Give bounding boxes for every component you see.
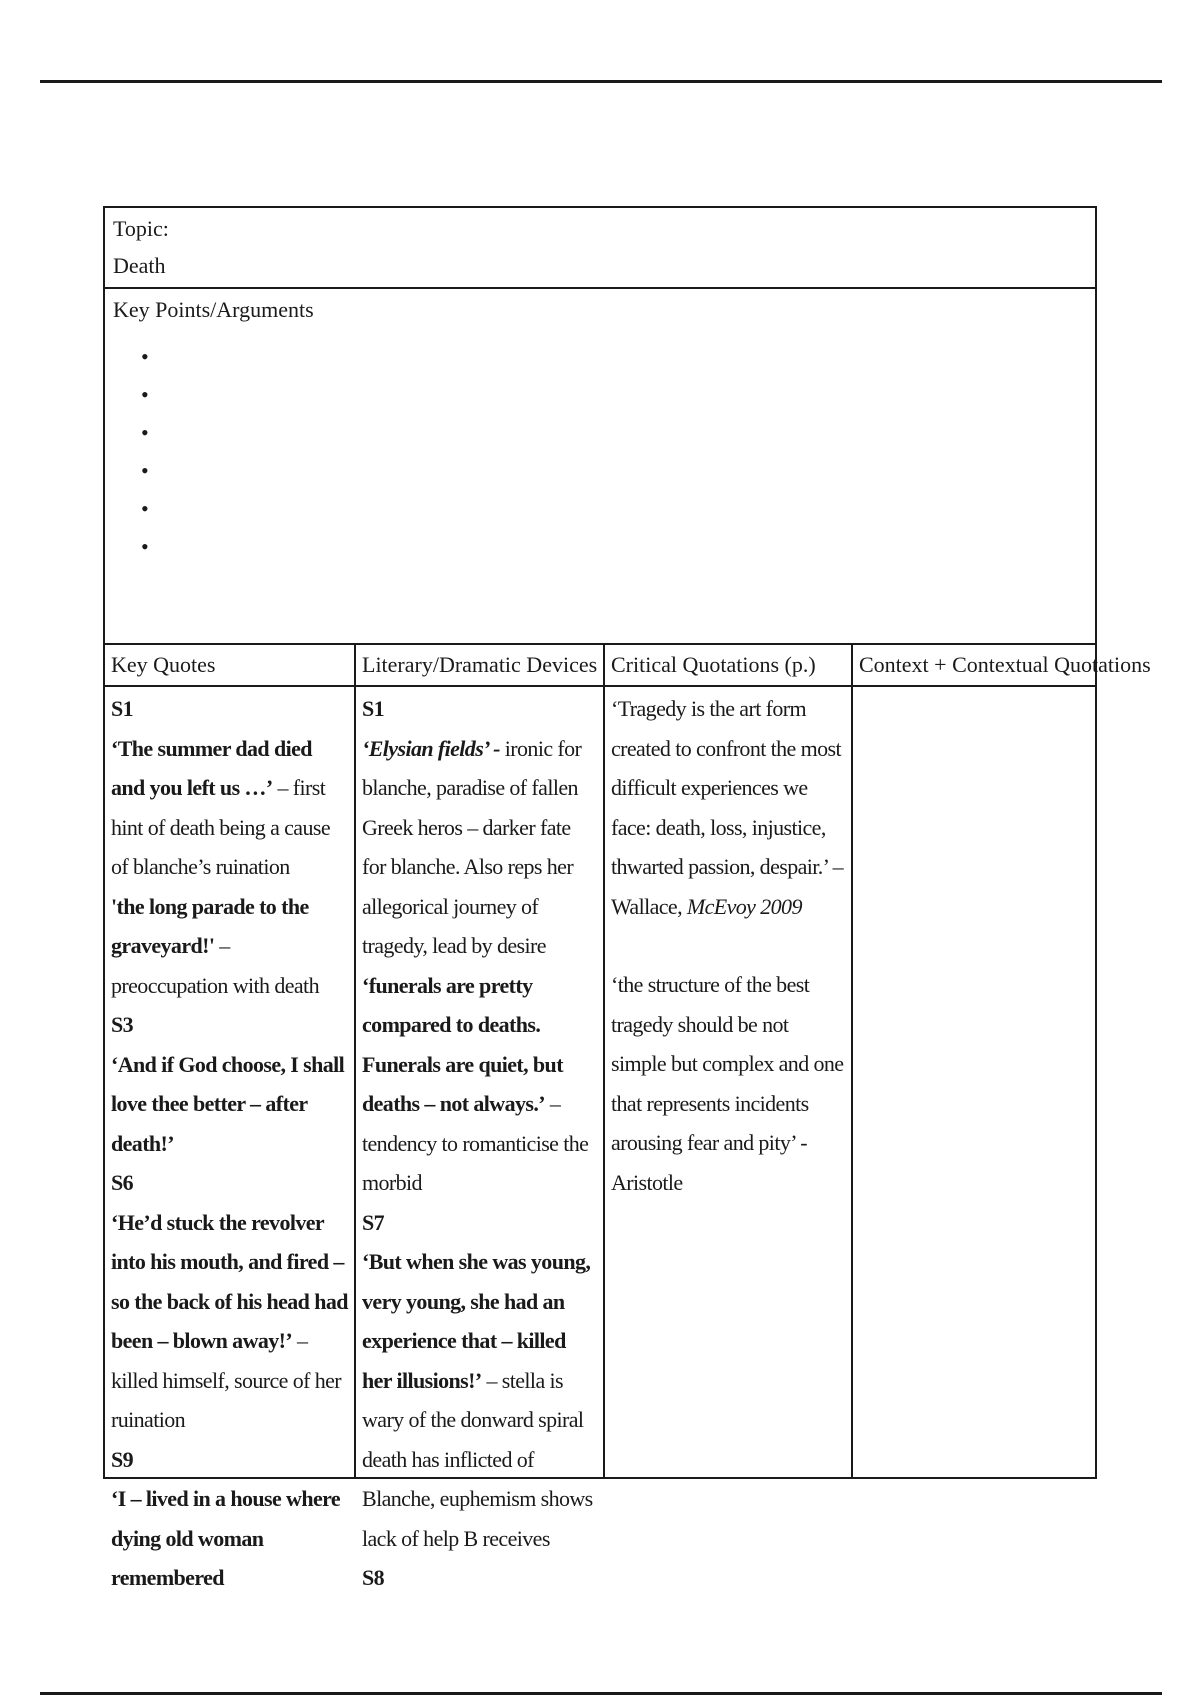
- list-item: [141, 452, 1087, 490]
- scene-label: S1: [111, 696, 134, 721]
- revision-sheet: [103, 206, 1151, 1590]
- critical-source: McEvoy 2009: [686, 893, 802, 919]
- quote-entry: [111, 887, 348, 1006]
- header-critical: Critical Quotations (p.): [603, 645, 851, 687]
- quote-entry: [111, 729, 348, 887]
- header-key-quotes: Key Quotes: [105, 645, 354, 687]
- quote-note: ironic for blanche, paradise of fallen Greek heros – darker fate for blanche. Also reps her allegorical journey of tragedy, lead by desire: [362, 735, 582, 958]
- quote-text: ‘The summer dad died and you left us …’: [111, 735, 312, 800]
- list-item: [141, 376, 1087, 414]
- context-cell: [851, 687, 1095, 1477]
- quote-entry: [362, 966, 597, 1203]
- key-quotes-cell: [105, 687, 354, 1590]
- quote-text: 'the long parade to the graveyard!': [111, 893, 309, 958]
- header-devices: Literary/Dramatic Devices: [354, 645, 603, 687]
- quote-text: ‘Elysian fields’ -: [362, 735, 500, 761]
- scene-label: S7: [362, 1209, 385, 1235]
- quote-text: ‘He’d stuck the revolver into his mouth, and fired – so the back of his head had been – blown away!’: [111, 1209, 348, 1353]
- bullet-icon: •: [141, 458, 149, 483]
- quotes-table: [105, 645, 1151, 1590]
- critical-text: ‘the structure of the best tragedy should be not simple but complex and one that represents incidents arousing fear and pity’ - Aristotle: [611, 972, 844, 1195]
- critical-quotation: [611, 965, 845, 1202]
- topic-value: Death: [113, 253, 166, 278]
- list-item: [141, 414, 1087, 452]
- quote-entry: [362, 1242, 597, 1558]
- header-context: Context + Contextual Quotations: [851, 645, 1095, 687]
- devices-cell: [354, 687, 603, 1590]
- footer-rule: [40, 1692, 1162, 1695]
- list-item: [141, 528, 1087, 566]
- scene-label: S1: [362, 696, 385, 721]
- quote-text: ‘And if God choose, I shall love thee better – after death!’: [111, 1051, 345, 1156]
- quote-text: ‘But when she was young, very young, she had an experience that – killed her illusions!’: [362, 1249, 591, 1393]
- topic-box: [105, 208, 1095, 289]
- quote-entry: [362, 729, 597, 966]
- key-points-heading: Key Points/Arguments: [113, 297, 314, 322]
- spacer: [611, 926, 845, 965]
- scene-label: S9: [111, 1446, 134, 1472]
- bullet-icon: •: [141, 496, 149, 521]
- quote-note: – preoccupation with death: [111, 933, 319, 998]
- critical-text: ‘Tragedy is the art form created to confront the most difficult experiences we face: death, loss, injustice, thwarted passion, despair.’ – Wallace,: [611, 696, 844, 919]
- bullet-icon: •: [141, 382, 149, 407]
- scene-label: S3: [111, 1012, 134, 1037]
- quote-note: – stella is wary of the donward spiral death has inflicted of Blanche, euphemism shows lack of help B receives: [362, 1367, 593, 1551]
- quote-note: – tendency to romanticise the morbid: [362, 1091, 589, 1195]
- bullet-icon: •: [141, 534, 149, 559]
- bullet-icon: •: [141, 344, 149, 369]
- quote-entry: [111, 1045, 348, 1164]
- critical-quotation: [611, 689, 845, 926]
- quote-entry: [111, 1479, 348, 1598]
- scene-label: S8: [362, 1565, 385, 1590]
- key-points-box: [105, 289, 1095, 645]
- header-rule: [40, 80, 1162, 83]
- list-item: [141, 490, 1087, 528]
- quote-entry: [111, 1203, 348, 1440]
- critical-cell: [603, 687, 851, 1477]
- list-item: [141, 338, 1087, 376]
- topic-label: Topic:: [113, 216, 169, 241]
- scene-label: S6: [111, 1170, 134, 1195]
- quote-note: – first hint of death being a cause of blanche’s ruination: [111, 775, 330, 879]
- bullet-icon: •: [141, 420, 149, 445]
- key-points-list: [113, 338, 1087, 566]
- quote-note: – killed himself, source of her ruination: [111, 1328, 342, 1432]
- quote-text: ‘I – lived in a house where dying old woman remembered: [111, 1486, 341, 1590]
- quote-text: ‘funerals are pretty compared to deaths. Funerals are quiet, but deaths – not always.’: [362, 972, 563, 1116]
